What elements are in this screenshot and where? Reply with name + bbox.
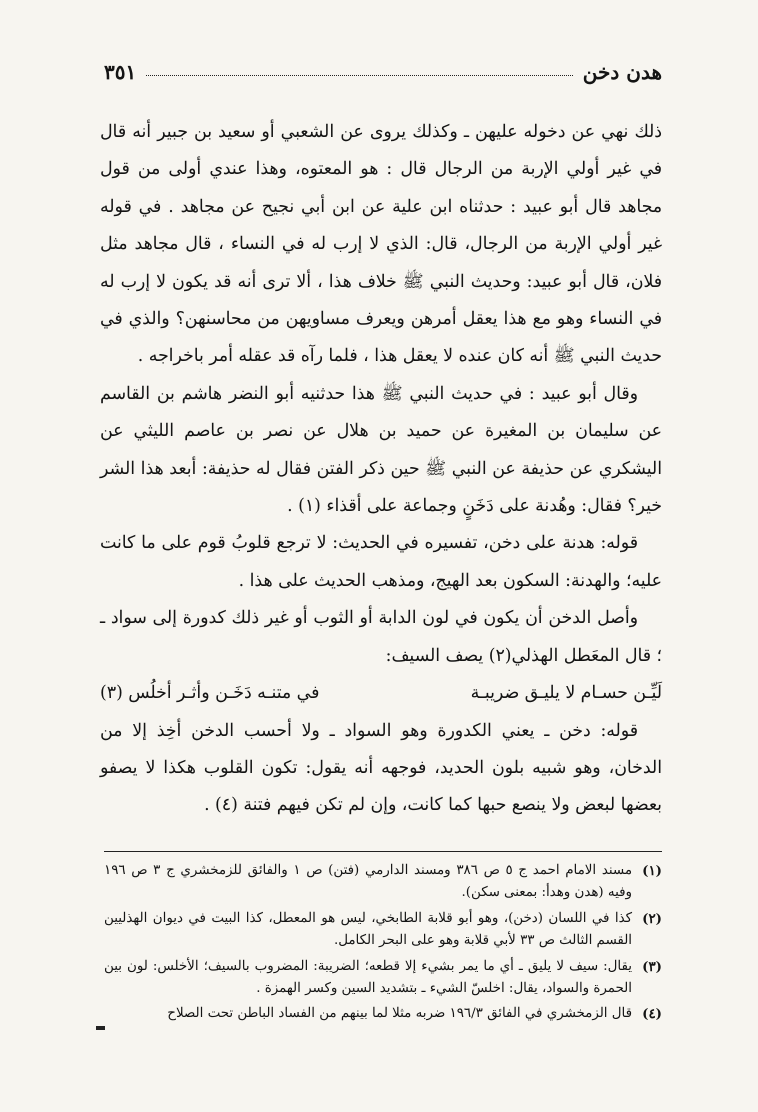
footnote-text: يقال: سيف لا يليق ـ أي ما يمر بشيء إلا قطعه؛ الضريبة: المضروب بالسيف؛ الأخلس: لون بين الحمرة والسواد، يقال: اخلسّ الشيء ـ بتشديد السين وكسر الهمزة . (104, 958, 632, 997)
verse-second-hemistich: في متنـه دَخَـن وأثـر أخلُس (٣) (100, 683, 320, 704)
paragraph: وأصل الدخن أن يكون في لون الدابة أو الثوب أو غير ذلك كدورة إلى سواد ـ ؛ قال المعَطل الهذلي(٢) يصف السيف: (100, 608, 662, 666)
footnote-number: (٣) (642, 958, 662, 975)
paragraph: وقال أبو عبيد : في حديث النبي ﷺ هذا حدثنيه أبو النضر هاشم بن القاسم عن سليمان بن المغيرة عن حميد بن هلال عن نصر بن عاصم الليثي عن اليشكري عن حذيفة عن النبي ﷺ حين ذكر الفتن فقال له حذيفة: أبعد هذا الشر خير؟ فقال: وهُدنة على دَخَنٍ وجماعة على أقذاء (١) . (100, 383, 662, 517)
poetry-verse (100, 675, 662, 712)
main-text (100, 114, 662, 825)
margin-mark (96, 1026, 105, 1030)
footnote-number: (٢) (642, 910, 662, 927)
footnote (104, 956, 662, 1001)
footnote (104, 860, 662, 905)
header-root-words: هدن دخن (582, 60, 662, 84)
page-number: ٣٥١ (104, 60, 137, 84)
footnote (104, 1003, 662, 1025)
paragraph: قوله: دخن ـ يعني الكدورة وهو السواد ـ ولا أحسب الدخن أخِذ إلا من الدخان، وهو شبيه بلون الحديد، فوجهه أنه يقول: تكون القلوب هكذا لا يصفو بعضها لبعض ولا ينصع حبها كما كانت، وإن لم تكن فيهم فتنة (٤) . (100, 720, 662, 816)
footnote-text: كذا في اللسان (دخن)، وهو أبو قلابة الطابخي، ليس هو المعطل، كذا البيت في ديوان الهذليين القسم الثالث ص ٣٣ لأبي قلابة وهو على البحر الكامل. (104, 910, 632, 949)
paragraph: قوله: هدنة على دخن، تفسيره في الحديث: لا ترجع قلوبُ قوم على ما كانت عليه؛ والهدنة: السكون بعد الهيج، ومذهب الحديث على هذا . (100, 533, 662, 591)
verse-first-hemistich: لَيِّـن حسـام لا يليـق ضريبـة (470, 683, 662, 704)
footnote-number: (٤) (642, 1006, 662, 1023)
footnote-number: (١) (642, 863, 662, 879)
footnote-text: قال الزمخشري في الفائق ١٩٦/٣ ضربه مثلا لما بينهم من الفساد الباطن تحت الصلاح (167, 1006, 632, 1022)
paragraph: ذلك نهي عن دخوله عليهن ـ وكذلك يروى عن الشعبي أو سعيد بن جبير أنه قال في غير أولي الإربة من الرجال قال : هو المعتوه، وهذا عندي أولى من قول مجاهد قال أبو عبيد : حدثناه ابن علية عن ابن أبي نجيح عن مجاهد . في قوله غير أولي الإربة من الرجال، قال: الذي لا إرب له في النساء ، قال مجاهد مثل فلان، قال أبو عبيد: وحديث النبي ﷺ خلاف هذا ، ألا ترى أنه قد يكون لا إرب له في النساء وهو مع هذا يعقل أمرهن ويعرف مساويهن من محاسنهن؟ والذي في حديث النبي ﷺ أنه كان عنده لا يعقل هذا ، فلما رآه قد عقله أمر باخراجه . (100, 122, 662, 367)
footnote-text: مسند الامام احمد ج ٥ ص ٣٨٦ ومسند الدارمي (فتن) ص ١ والفائق للزمخشري ج ٣ ص ١٩٦ وفيه (هدن وهدأ: بمعنى سكن). (104, 863, 633, 901)
footnote-separator (104, 851, 662, 852)
running-header (104, 56, 662, 88)
footnotes (104, 860, 662, 1029)
header-dotted-rule (146, 75, 573, 76)
footnote (104, 908, 662, 953)
